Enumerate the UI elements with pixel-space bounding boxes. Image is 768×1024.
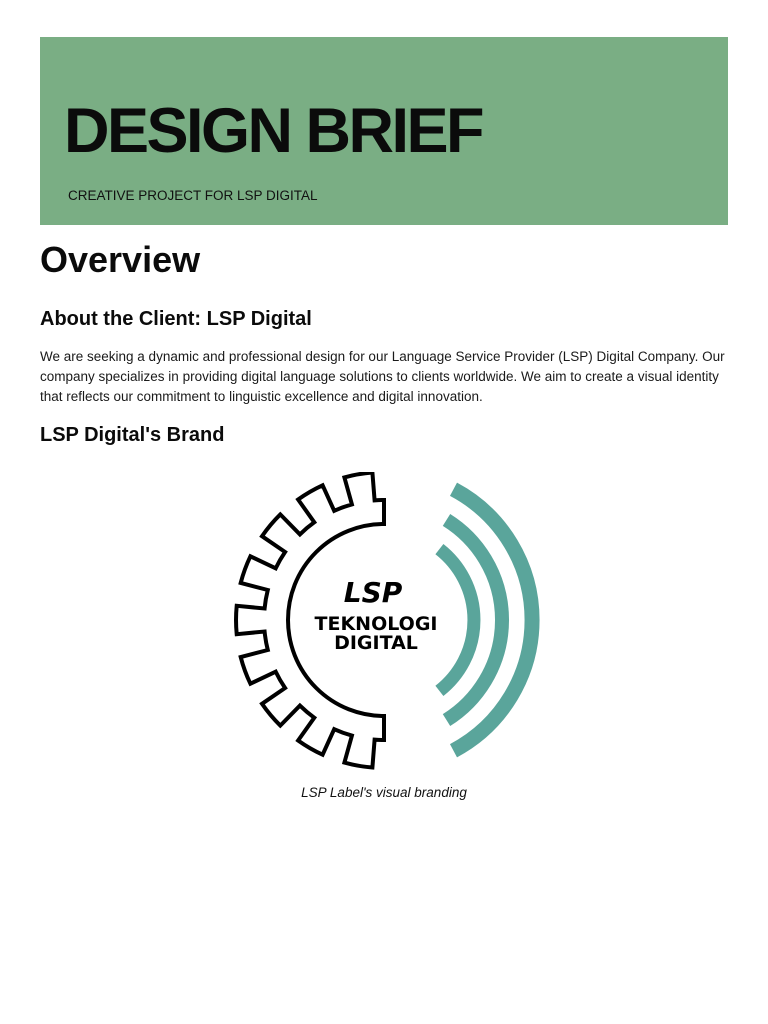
logo-text-teknologi: TEKNOLOGI	[314, 613, 438, 635]
overview-heading: Overview	[40, 239, 201, 280]
client-paragraph: We are seeking a dynamic and professional design for our Language Service Provider (LSP) Digital Company. Our company specializes in providing digital language solutions to clients worldwide. We aim to create a visual identity that reflects our commitment to linguistic excellence and digital innovation.	[40, 349, 725, 404]
header-banner	[40, 37, 728, 225]
logo-text-digital: DIGITAL	[334, 632, 418, 654]
document-subtitle: CREATIVE PROJECT FOR LSP DIGITAL	[68, 188, 318, 203]
client-heading: About the Client: LSP Digital	[40, 308, 312, 330]
signal-arcs-icon	[439, 489, 532, 750]
document-title: DESIGN BRIEF	[64, 96, 483, 166]
logo-caption: LSP Label's visual branding	[301, 785, 467, 800]
brand-heading: LSP Digital's Brand	[40, 424, 225, 446]
lsp-logo	[216, 472, 552, 772]
logo-text-lsp: LSP	[343, 576, 403, 609]
